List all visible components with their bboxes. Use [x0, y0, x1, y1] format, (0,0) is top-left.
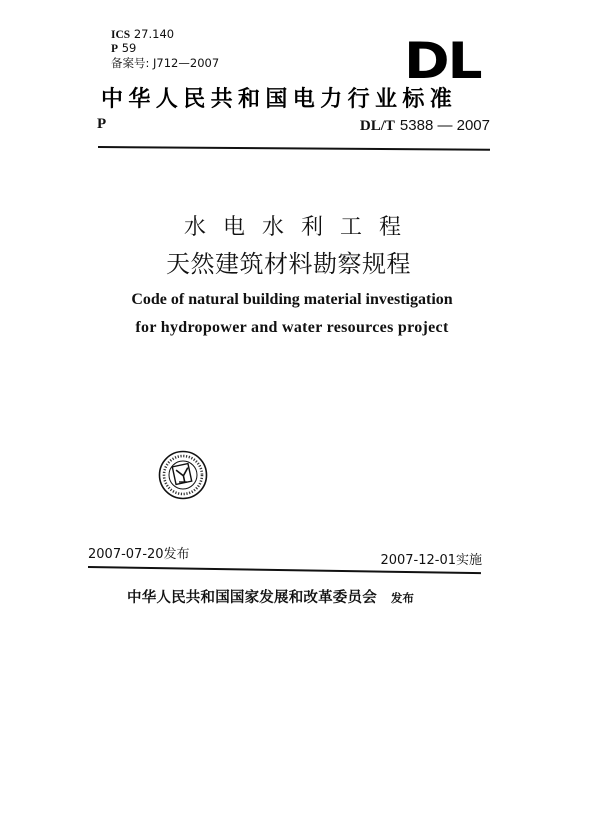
standard-number-value: 5388 — 2007	[399, 117, 490, 134]
record-number	[111, 56, 219, 70]
title-en-line1: Code of natural building material investigation	[131, 291, 453, 308]
ics-value: 27.140	[133, 27, 175, 41]
standard-number	[360, 116, 490, 135]
ics-code	[111, 27, 174, 42]
classification-letter: P	[97, 116, 107, 132]
class-code	[111, 41, 136, 56]
record-label: 备案号:	[111, 56, 150, 70]
title-en-line2: for hydropower and water resources project	[135, 319, 449, 336]
publisher-action: 发布	[390, 591, 414, 605]
publisher-line	[127, 589, 414, 608]
publisher-seal-icon	[158, 450, 208, 500]
class-value: 59	[121, 41, 137, 55]
title-cn-line1: 水电水利工程	[184, 215, 419, 240]
standard-number-prefix: DL/T	[359, 118, 395, 134]
class-label: P	[111, 43, 119, 55]
header-divider	[98, 146, 490, 151]
title-cn-line2: 天然建筑材料勘察规程	[166, 250, 411, 278]
record-value: J712—2007	[153, 56, 220, 70]
publisher-organization: 中华人民共和国国家发展和改革委员会	[127, 589, 377, 606]
dl-logo: DL	[404, 32, 481, 90]
standard-category-heading: 中华人民共和国电力行业标准	[101, 86, 458, 112]
issue-date: 2007-07-20发布	[88, 547, 190, 562]
implementation-date: 2007-12-01实施	[380, 553, 482, 568]
ics-label: ICS	[111, 29, 131, 41]
